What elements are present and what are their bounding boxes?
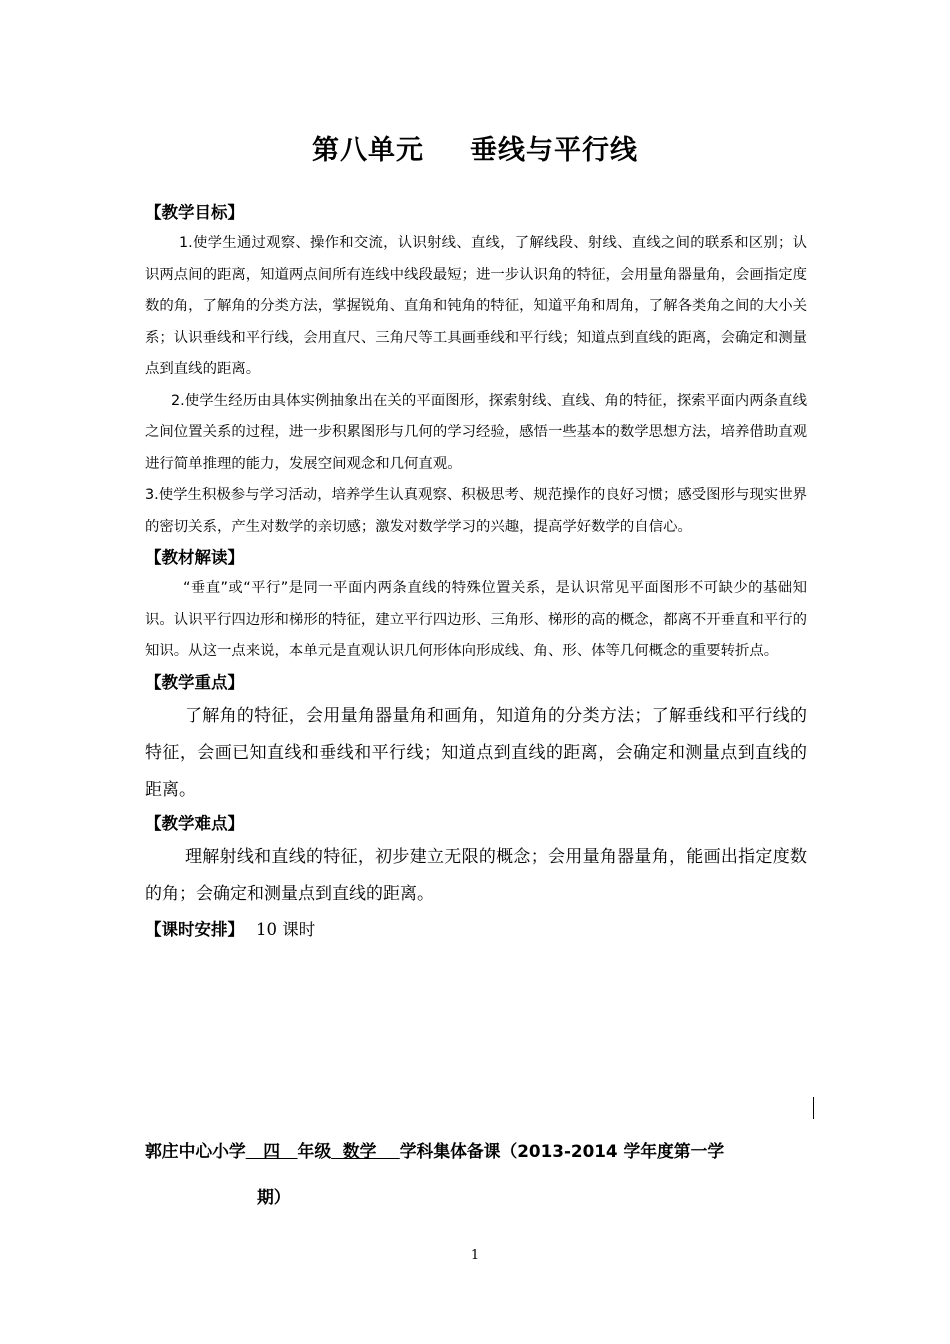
footer-line-1 <box>145 1128 815 1174</box>
key-points-heading: 【教学重点】 <box>145 672 244 692</box>
difficulties-paragraph: 理解射线和直线的特征，初步建立无限的概念；会用量角器量角，能画出指定度数的角；会确定和测量点到直线的距离。 <box>145 846 807 904</box>
footer-block <box>145 1128 815 1220</box>
footer-year-text: （2013-2014 学年度第一学 <box>500 1141 725 1161</box>
document-body <box>145 198 807 945</box>
objectives-heading: 【教学目标】 <box>145 203 244 222</box>
schedule-value: 10 课时 <box>256 919 316 939</box>
title-topic: 垂线与平行线 <box>470 135 638 166</box>
difficulties-heading: 【教学难点】 <box>145 813 244 833</box>
footer-subject-blank: 数学 <box>331 1141 400 1161</box>
page-title <box>0 128 950 167</box>
footer-grade-blank: 四 <box>245 1141 298 1161</box>
schedule-label: 【课时安排】 <box>145 919 244 939</box>
textbook-paragraph: “垂直”或“平行”是同一平面内两条直线的特殊位置关系，是认识常见平面图形不可缺少的基础知识。认识平行四边形和梯形的特征，建立平行四边形、三角形、梯形的高的概念，都离不开垂直和平行的知识。从这一点来说，本单元是直观认识几何形体向形成线、角、形、体等几何概念的重要转折点。 <box>145 580 807 659</box>
page-number: 1 <box>470 1248 480 1263</box>
text-cursor <box>813 1097 814 1119</box>
textbook-heading: 【教材解读】 <box>145 548 244 567</box>
key-points-paragraph: 了解角的特征，会用量角器量角和画角，知道角的分类方法；了解垂线和平行线的特征，会画已知直线和垂线和平行线；知道点到直线的距离，会确定和测量点到直线的距离。 <box>145 705 807 800</box>
schedule-line <box>145 915 807 945</box>
footer-subject-label: 学科集体备课 <box>399 1141 501 1161</box>
footer-school: 郭庄中心小学 <box>145 1141 246 1161</box>
footer-line-2: 期） <box>257 1187 291 1207</box>
objectives-paragraph-1: 1.使学生通过观察、操作和交流，认识射线、直线，了解线段、射线、直线之间的联系和区别；认识两点间的距离，知道两点间所有连线中线段最短；进一步认识角的特征，会用量角器量角，会画指定度数的角，了解角的分类方法，掌握锐角、直角和钝角的特征，知道平角和周角，了解各类角之间的大小关系；认识垂线和平行线，会用直尺、三角尺等工具画垂线和平行线；知道点到直线的距离，会确定和测量点到直线的距离。 <box>145 235 807 377</box>
objectives-paragraph-2: 2.使学生经历由具体实例抽象出在关的平面图形，探索射线、直线、角的特征，探索平面内两条直线之间位置关系的过程，进一步积累图形与几何的学习经验，感悟一些基本的数学思想方法，培养借助直观进行简单推理的能力，发展空间观念和几何直观。 <box>145 392 807 472</box>
objectives-paragraph-3: 3.使学生积极参与学习活动，培养学生认真观察、积极思考、规范操作的良好习惯；感受图形与现实世界的密切关系，产生对数学的亲切感；激发对数学学习的兴趣，提高学好数学的自信心。 <box>145 487 807 535</box>
title-unit: 第八单元 <box>312 135 424 166</box>
footer-grade-label: 年级 <box>297 1141 332 1161</box>
